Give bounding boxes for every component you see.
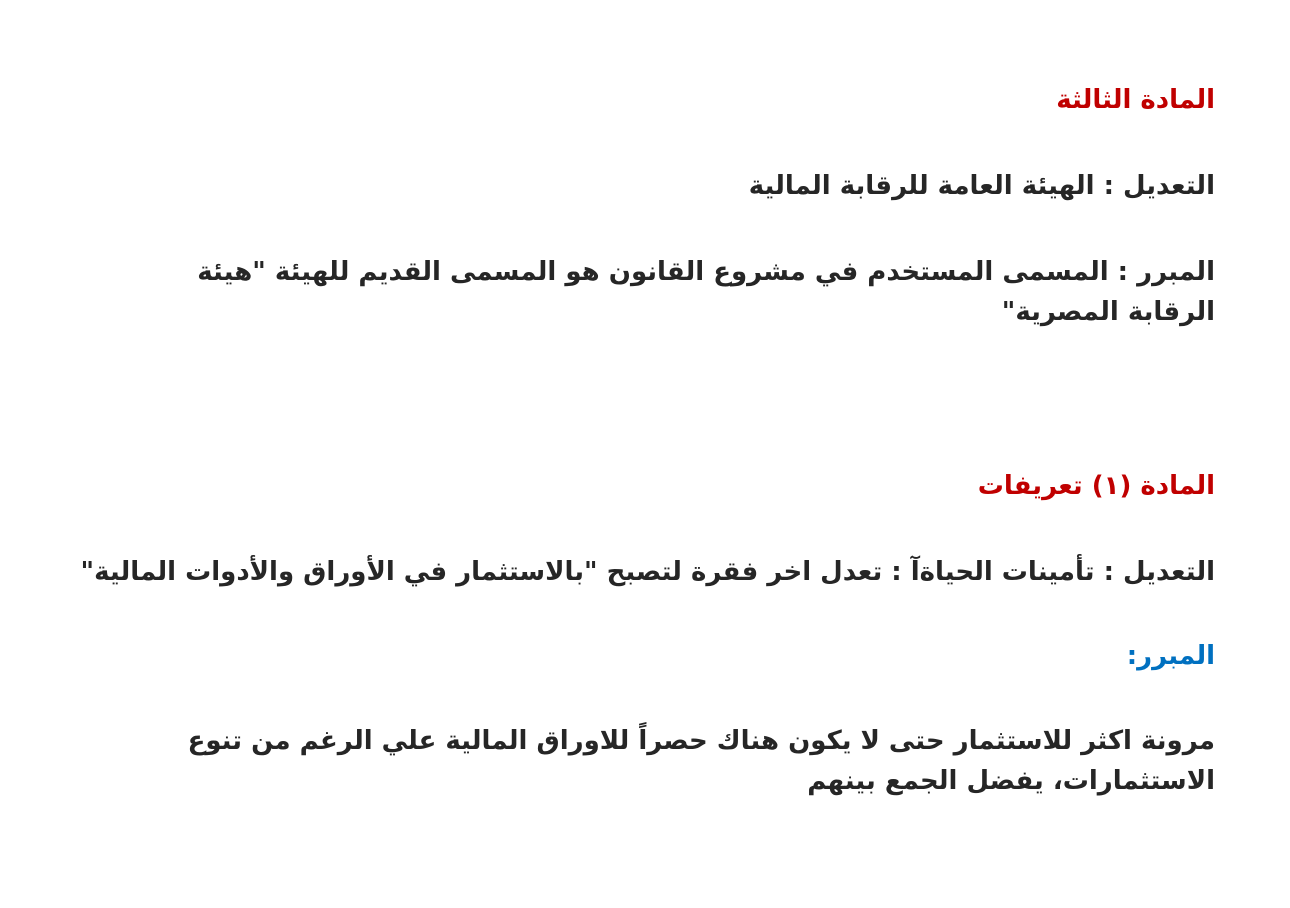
section-1-definitions-heading: المادة (١) تعريفات [977, 471, 1215, 501]
document-page [60, 0, 1215, 908]
section-3-heading: المادة الثالثة [1056, 85, 1215, 115]
section-1-amendment: التعديل : تأمينات الحياةآ : تعدل اخر فقرة لتصبح "بالاستثمار في الأوراق والأدوات المالية" [80, 557, 1215, 587]
section-3-amendment: التعديل : الهيئة العامة للرقابة المالية [748, 171, 1215, 201]
section-1-justification-text: مرونة اكثر للاستثمار حتى لا يكون هناك حصراً للاوراق المالية علي الرغم من تنوع الاستثمارات، يفضل الجمع بينهم [187, 726, 1215, 796]
section-3-justification: المبرر : المسمى المستخدم في مشروع القانون هو المسمى القديم للهيئة "هيئة الرقابة المصرية" [197, 257, 1215, 327]
section-1-justification-label: المبرر: [1126, 641, 1215, 671]
